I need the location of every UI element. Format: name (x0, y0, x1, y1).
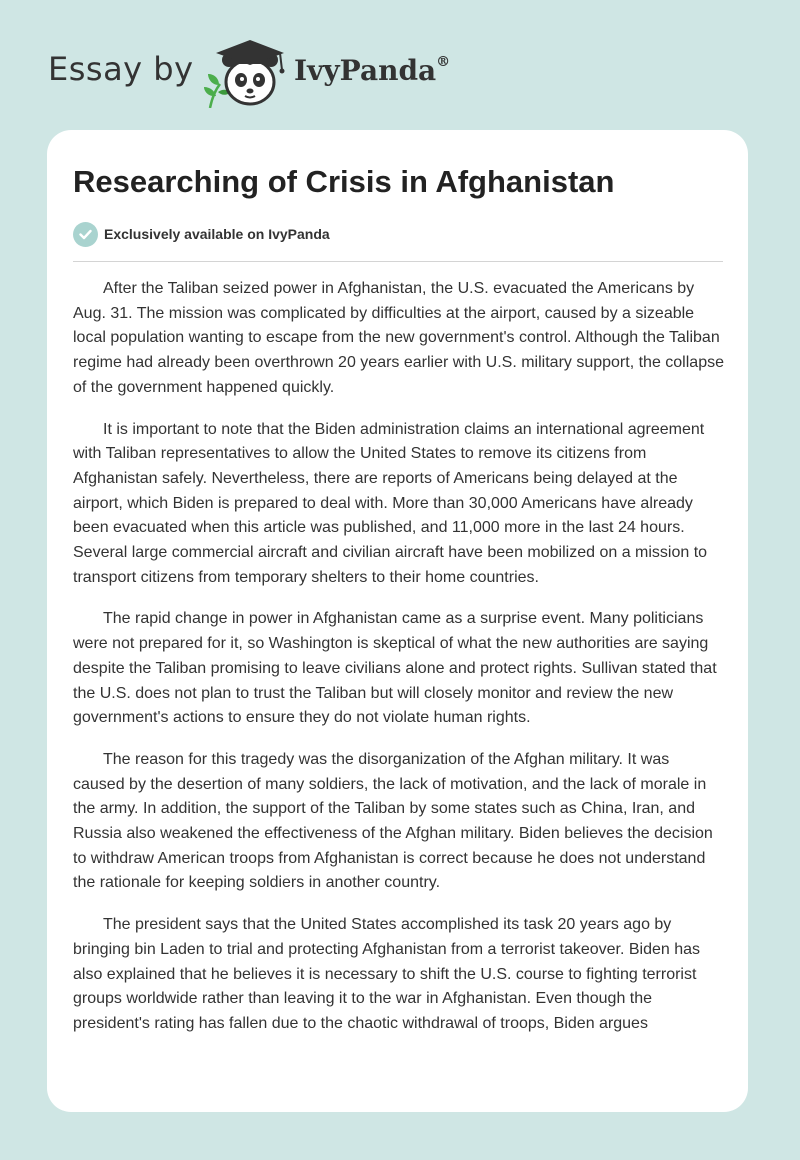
essay-by-label: Essay by (48, 50, 194, 88)
site-header (48, 38, 508, 108)
registered-mark: ® (436, 53, 451, 70)
essay-paragraph: It is important to note that the Biden administration claims an international agreement with Taliban representatives to allow the United States to remove its citizens from Afghanistan safely. Nevertheless, there are reports of Americans being delayed at the airport, which Biden is prepared to deal with. More than 30,000 Americans have already been evacuated when this article was published, and 11,000 more in the last 24 hours. Several large commercial aircraft and civilian aircraft have been mobilized on a mission to transport citizens from temporary shelters to their home countries. (73, 420, 708, 586)
check-icon (73, 222, 98, 247)
essay-paragraph: After the Taliban seized power in Afghanistan, the U.S. evacuated the Americans by Aug. 31. The mission was complicated by difficulties at the airport, caused by a sizeable local population wanting to escape from the new government's control. Although the Taliban regime had already been overthrown 20 years earlier with U.S. military support, the collapse of the government happened quickly. (73, 280, 724, 396)
brand-name[interactable] (294, 54, 450, 87)
brand-name-text: IvyPanda (294, 54, 437, 87)
exclusive-badge-label: Exclusively available on IvyPanda (104, 226, 330, 242)
essay-paragraph: The rapid change in power in Afghanistan came as a surprise event. Many politicians were not prepared for it, so Washington is skeptical of what the new authorities are saying despite the Taliban promising to leave civilians alone and protect rights. Sullivan stated that the U.S. does not plan to trust the Taliban but will closely monitor and review the new government's actions to ensure they do not violate human rights. (73, 610, 717, 727)
essay-paragraph: The reason for this tragedy was the disorganization of the Afghan military. It was caused by the desertion of many soldiers, the lack of motivation, and the lack of morale in the army. In addition, the support of the Taliban by some states such as China, Iran, and Russia also weakened the effectiveness of the Afghan military. Biden believes the decision to withdraw American troops from Afghanistan is correct because he does not understand the rationale for keeping soldiers in another country. (73, 750, 713, 892)
title-divider (73, 261, 723, 262)
essay-body (73, 277, 725, 1054)
essay-paragraph: The president says that the United States accomplished its task 20 years ago by bringing bin Laden to trial and protecting Afghanistan from a terrorist takeover. Biden has also explained that he believes it is necessary to shift the U.S. course to fighting terrorist groups worldwide rather than leaving it to the war in Afghanistan. Even though the president's rating has fallen due to the chaotic withdrawal of troops, Biden argues (73, 916, 701, 1032)
exclusive-badge (73, 221, 330, 247)
essay-title: Researching of Crisis in Afghanistan (73, 164, 615, 199)
ivypanda-logo-icon[interactable] (200, 38, 292, 108)
essay-card (47, 130, 748, 1112)
